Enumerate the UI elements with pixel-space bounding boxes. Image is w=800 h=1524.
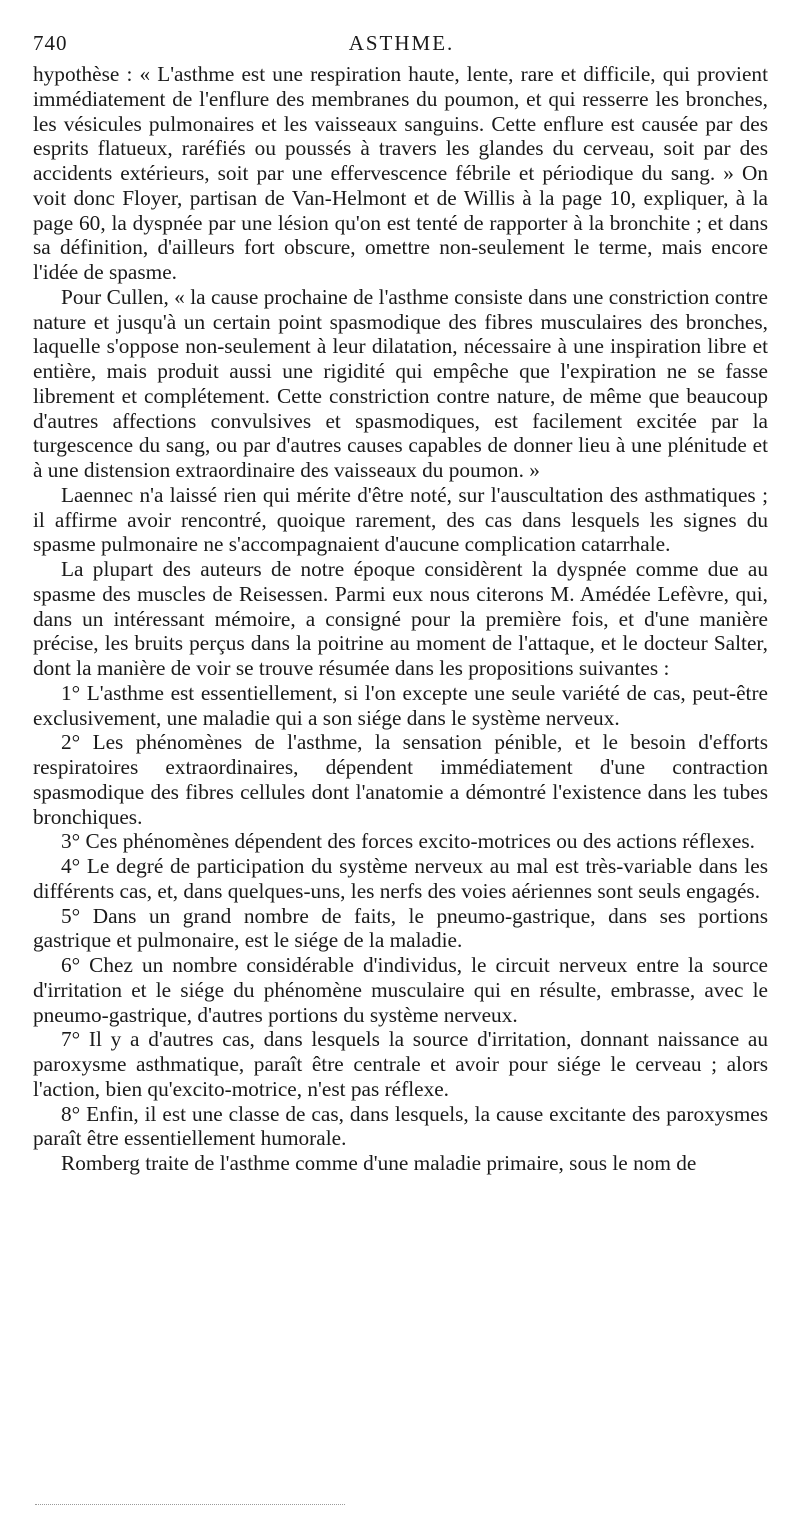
numbered-proposition: 5° Dans un grand nombre de faits, le pneumo-gastrique, dans ses portions gastrique et pulmonaire, est le siége de la maladie. bbox=[33, 903, 768, 953]
paragraph: Romberg traite de l'asthme comme d'une maladie primaire, sous le nom de bbox=[61, 1151, 697, 1175]
numbered-proposition: 1° L'asthme est essentiellement, si l'on excepte une seule variété de cas, peut-être exclusivement, une maladie qui a son siége dans le système nerveux. bbox=[33, 680, 768, 730]
body-text bbox=[33, 62, 768, 1176]
numbered-proposition: 3° Ces phénomènes dépendent des forces excito-motrices ou des actions réflexes. bbox=[61, 829, 755, 854]
page-number: 740 bbox=[33, 31, 68, 55]
running-title: ASTHME. bbox=[348, 31, 455, 55]
paragraph: Laennec n'a laissé rien qui mérite d'être noté, sur l'auscultation des asthmatiques ; il affirme avoir rencontré, quoique rarement, des cas dans lesquels les signes du spasme pulmonaire ne s'accompagnaient d'aucune complication catarrhale. bbox=[33, 482, 768, 557]
paragraph: Pour Cullen, « la cause prochaine de l'asthme consiste dans une constriction contre nature et jusqu'à un certain point spasmodique des fibres musculaires des bronches, laquelle s'oppose non-seulement à leur dilatation, nécessaire à une inspiration libre et entière, mais produit aussi une rigidité qui empêche que l'expiration ne se fasse librement et complétement. Cette constriction contre nature, de même que beaucoup d'autres affections convulsives et spasmodiques, est facilement excitée par la turgescence du sang, ou par d'autres causes capables de donner lieu à une plénitude et à une distension extraordinaire des vaisseaux du poumon. » bbox=[33, 284, 768, 482]
footer-rule bbox=[35, 1504, 345, 1505]
numbered-proposition: 2° Les phénomènes de l'asthme, la sensation pénible, et le besoin d'efforts respiratoires extraordinaires, dépendent immédiatement d'une contraction spasmodique des fibres cellules dont l'anatomie a démontré l'existence dans les tubes bronchiques. bbox=[33, 730, 768, 829]
numbered-proposition: 6° Chez un nombre considérable d'individus, le circuit nerveux entre la source d'irritation et le siége du phénomène musculaire qui en résulte, embrasse, avec le pneumo-gastrique, d'autres portions du système nerveux. bbox=[33, 953, 768, 1027]
paragraph: hypothèse : « L'asthme est une respiration haute, lente, rare et difficile, qui provient immédiatement de l'enflure des membranes du poumon, et qui resserre les bronches, les vésicules pulmonaires et les vaisseaux sanguins. Cette enflure est causée par des esprits flatueux, raréfiés ou poussés à travers les glandes du cerveau, soit par des accidents extérieurs, soit par une effervescence fébrile et périodique du sang. » On voit donc Floyer, partisan de Van-Helmont et de Willis à la page 10, expliquer, à la page 60, la dyspnée par une lésion qu'on est tenté de rapporter à la bronchite ; et dans sa définition, d'ailleurs fort obscure, omettre non-seulement le terme, mais encore l'idée de spasme. bbox=[33, 62, 768, 284]
page-header bbox=[33, 30, 770, 56]
numbered-proposition: 8° Enfin, il est une classe de cas, dans lesquels, la cause excitante des paroxysmes paraît être essentiellement humorale. bbox=[33, 1101, 768, 1151]
numbered-proposition: 4° Le degré de participation du système nerveux au mal est très-variable dans les différents cas, et, dans quelques-uns, les nerfs des voies aériennes sont seuls engagés. bbox=[33, 854, 768, 903]
numbered-proposition: 7° Il y a d'autres cas, dans lesquels la source d'irritation, donnant naissance au paroxysme asthmatique, paraît être centrale et avoir pour siége le cerveau ; alors l'action, bien qu'excito-motrice, n'est pas réflexe. bbox=[33, 1027, 768, 1101]
paragraph: La plupart des auteurs de notre époque considèrent la dyspnée comme due au spasme des muscles de Reisessen. Parmi eux nous citerons M. Amédée Lefèvre, qui, dans un intéressant mémoire, a consigné pour la première fois, et d'une manière précise, les bruits perçus dans la poitrine au moment de l'attaque, et le docteur Salter, dont la manière de voir se trouve résumée dans les propositions suivantes : bbox=[33, 557, 768, 680]
